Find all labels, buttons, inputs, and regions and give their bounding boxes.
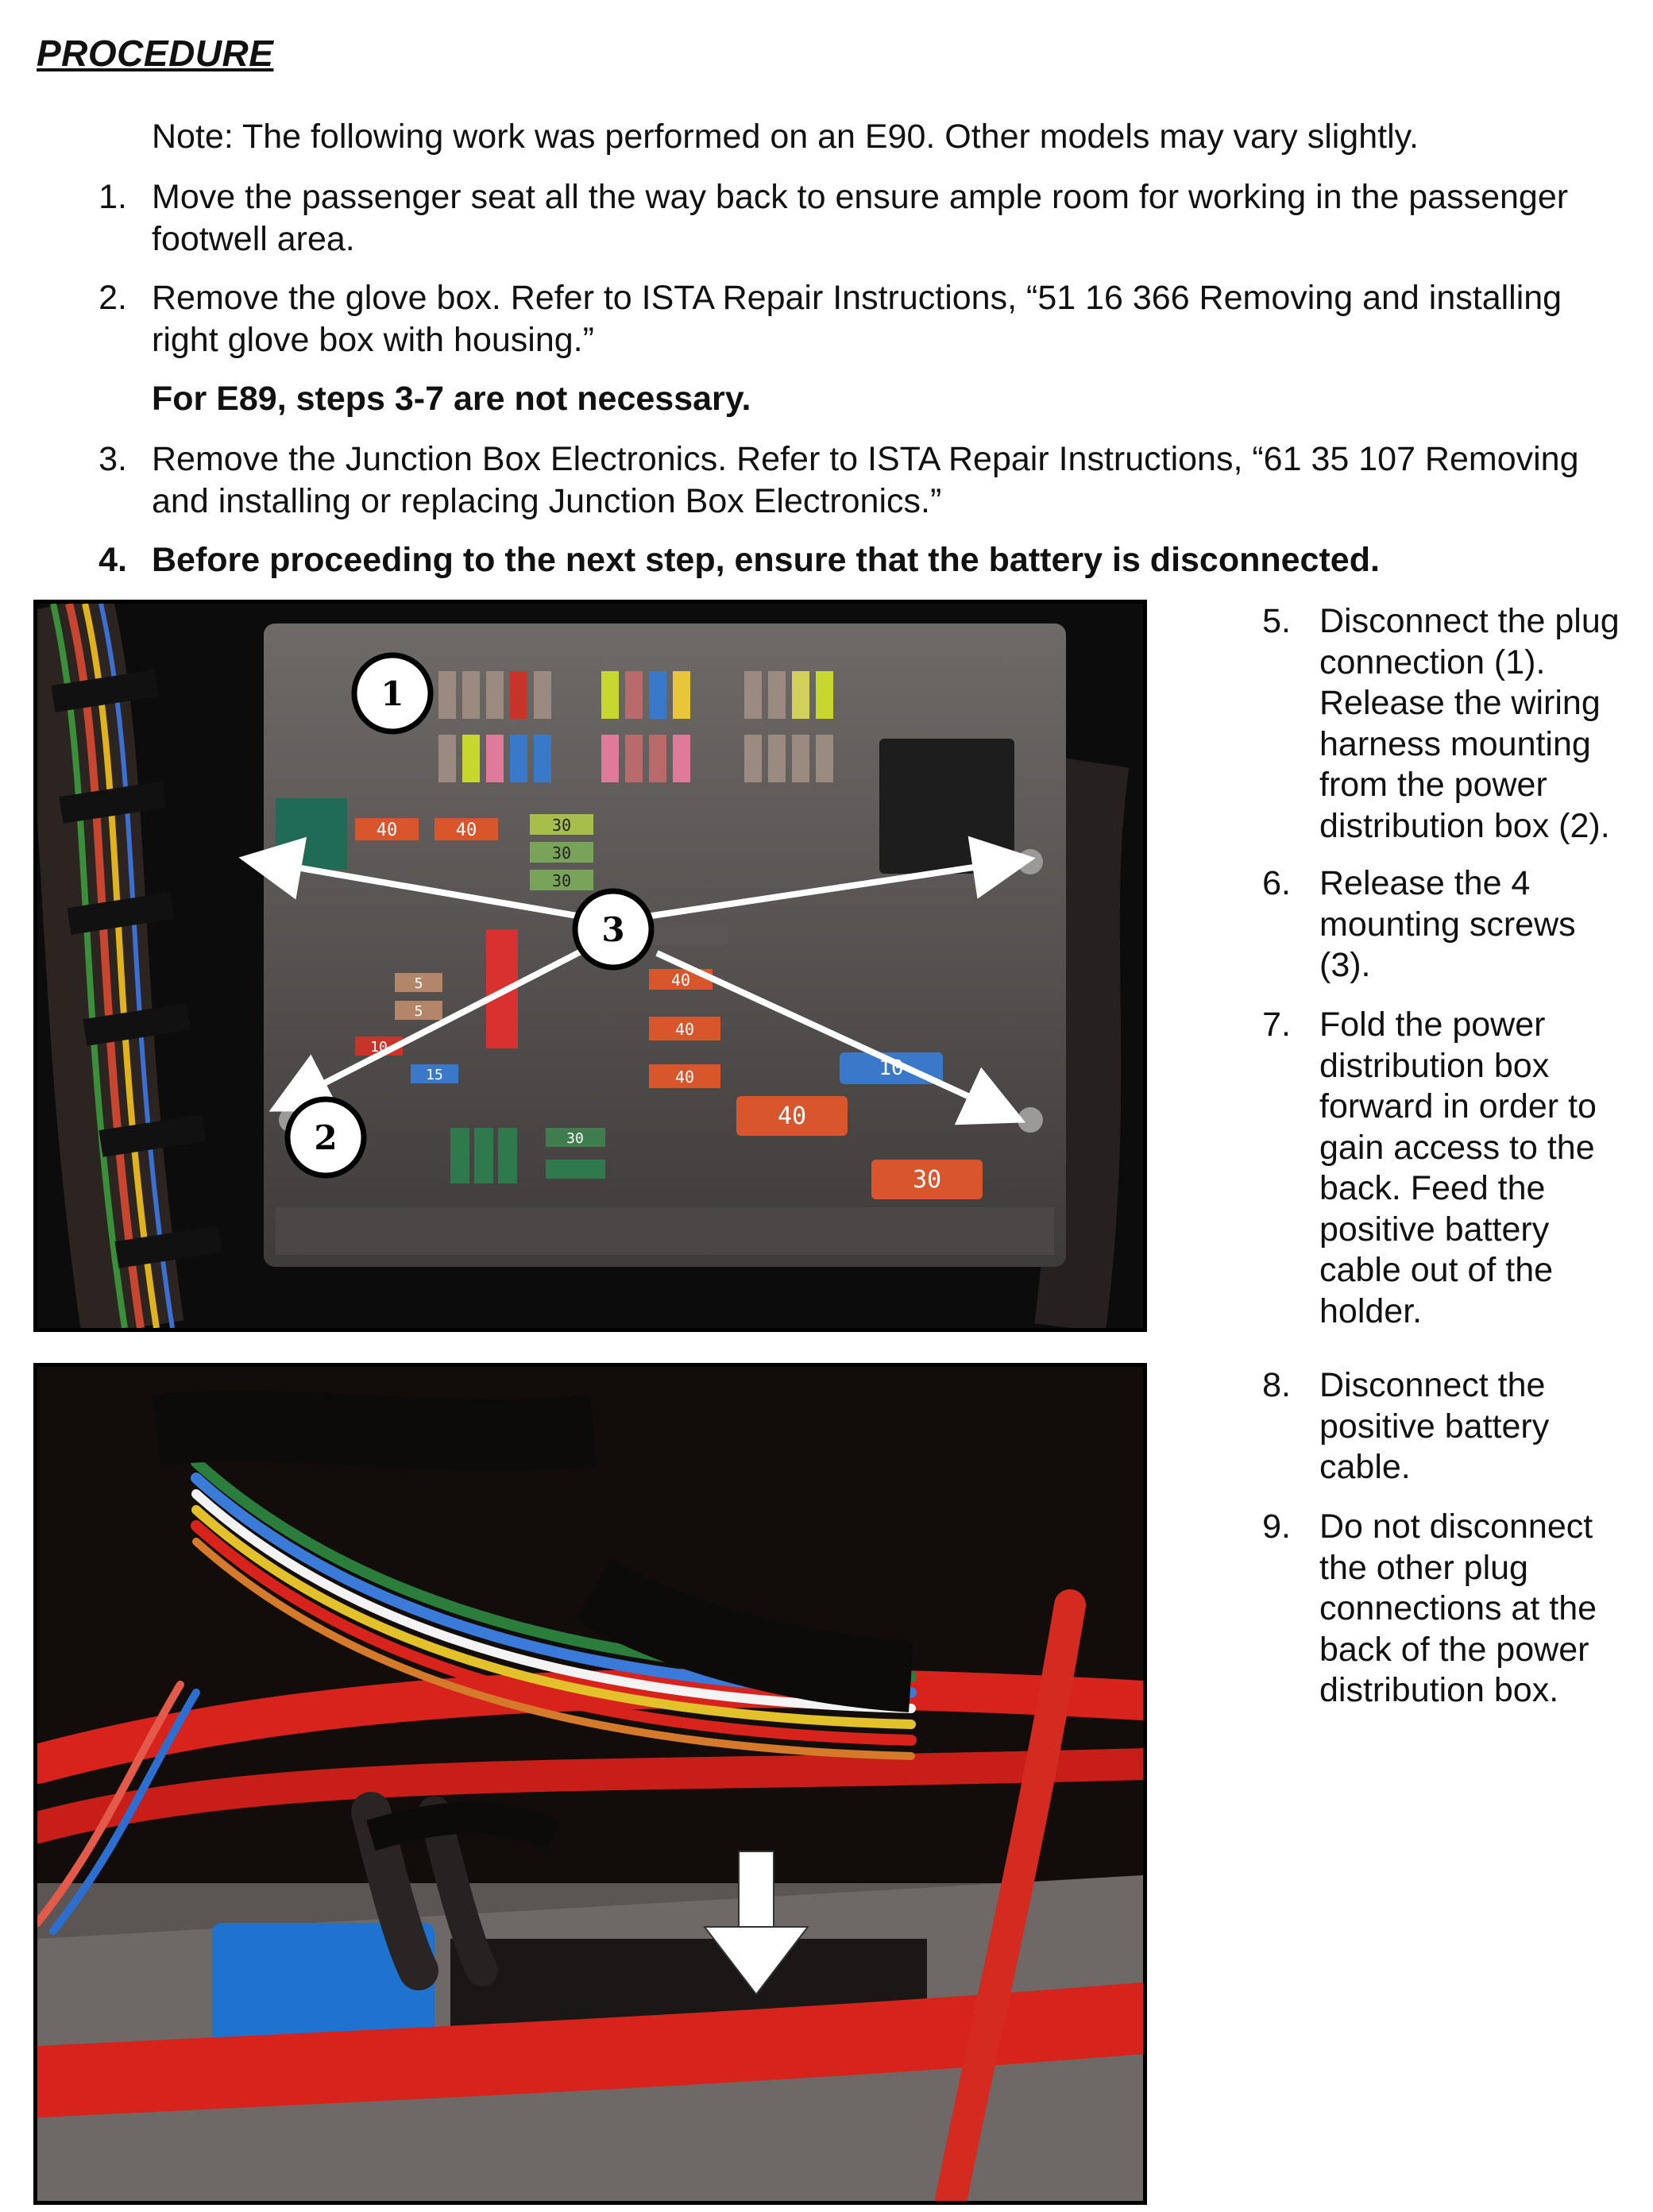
- callout-label: 3: [601, 910, 625, 949]
- step-text-line: Fold the power: [1319, 1006, 1546, 1044]
- step-text-line: Disconnect the: [1319, 1366, 1546, 1404]
- fuse-label: 30: [912, 1166, 942, 1194]
- step-7: [0, 1005, 1653, 1338]
- step-text: Before proceeding to the next step, ensure that the battery is disconnected.: [152, 541, 1380, 579]
- step-text-line: Remove the glove box. Refer to ISTA Repair Instructions, “51 16 366 Removing and installing: [152, 279, 1562, 317]
- step-8: [0, 1365, 1653, 1492]
- step-text-line: distribution box: [1319, 1046, 1550, 1085]
- step-text-line: Release the wiring: [1319, 684, 1601, 722]
- callout-label: 1: [380, 674, 404, 713]
- step-text-line: Move the passenger seat all the way back to ensure ample room for working in the passenger: [152, 178, 1569, 216]
- step-text-line: forward in order to: [1319, 1087, 1597, 1125]
- step-text-line: right glove box with housing.”: [152, 321, 594, 359]
- page-heading: PROCEDURE: [37, 33, 274, 74]
- step-4: [0, 539, 1653, 584]
- step-3: [0, 438, 1653, 526]
- fuse-label: 10: [370, 1039, 388, 1056]
- step-text-line: from the power: [1319, 766, 1547, 804]
- step-text-line: positive battery: [1319, 1210, 1550, 1249]
- fuse-label: 40: [674, 1067, 695, 1087]
- step-text-line: harness mounting: [1319, 724, 1591, 763]
- step-number: 1.: [98, 178, 127, 216]
- step-number: 7.: [1262, 1006, 1291, 1044]
- fuse-label: 30: [551, 843, 572, 863]
- fuse-label: 40: [670, 971, 691, 990]
- step-text-line: mounting screws: [1319, 905, 1576, 944]
- fuse-label: 40: [455, 820, 477, 840]
- step-number: 9.: [1262, 1507, 1291, 1546]
- step-number: 3.: [98, 440, 127, 478]
- note-text: Note: The following work was performed on an E90. Other models may vary slightly.: [152, 118, 1419, 156]
- step-text-line: distribution box (2).: [1319, 806, 1610, 845]
- step-text-line: connection (1).: [1319, 643, 1546, 681]
- step-text-line: holder.: [1319, 1291, 1423, 1330]
- step-text-line: gain access to the: [1319, 1128, 1595, 1167]
- step-text-line: back of the power: [1319, 1630, 1589, 1669]
- step-1: [0, 176, 1653, 264]
- side-steps: [0, 601, 1653, 1713]
- step-9: [0, 1507, 1653, 1721]
- step-number: 5.: [1262, 602, 1291, 640]
- step-text-line: Remove the Junction Box Electronics. Refer to ISTA Repair Instructions, “61 35 107 Removing: [152, 440, 1579, 478]
- step-text-line: distribution box.: [1319, 1671, 1559, 1709]
- fuse-label: 40: [376, 820, 398, 840]
- step-text-line: (3).: [1319, 946, 1371, 984]
- step-number: 8.: [1262, 1366, 1291, 1404]
- step-text-line: cable.: [1319, 1448, 1411, 1486]
- fuse-label: 30: [551, 871, 572, 890]
- fuse-label: 10: [879, 1056, 904, 1080]
- fuse-label: 15: [426, 1067, 443, 1083]
- step-text-line: connections at the: [1319, 1589, 1597, 1627]
- callout-label: 2: [314, 1118, 338, 1157]
- fuse-label: 40: [674, 1020, 695, 1039]
- e89-note: For E89, steps 3-7 are not necessary.: [152, 380, 751, 418]
- fuse-label: 30: [566, 1130, 584, 1147]
- step-number: 2.: [98, 279, 127, 317]
- step-text-line: and installing or replacing Junction Box Electronics.”: [152, 482, 942, 520]
- fuse-label: 5: [414, 975, 423, 992]
- step-text-line: Do not disconnect: [1319, 1507, 1593, 1546]
- step-6: [0, 863, 1653, 990]
- step-text-line: Disconnect the plug: [1319, 602, 1620, 640]
- step-2: [0, 277, 1653, 365]
- step-text-line: back. Feed the: [1319, 1169, 1546, 1207]
- step-text-line: positive battery: [1319, 1407, 1550, 1446]
- fuse-label: 30: [551, 816, 572, 835]
- step-text-line: Release the 4: [1319, 864, 1531, 902]
- step-5: [0, 601, 1653, 847]
- step-number: 4.: [98, 541, 127, 579]
- fuse-label: 5: [414, 1003, 423, 1020]
- fuse-label: 40: [777, 1102, 807, 1130]
- step-text-line: cable out of the: [1319, 1251, 1554, 1289]
- step-number: 6.: [1262, 864, 1291, 902]
- step-text-line: footwell area.: [152, 220, 355, 258]
- step-text-line: the other plug: [1319, 1548, 1528, 1587]
